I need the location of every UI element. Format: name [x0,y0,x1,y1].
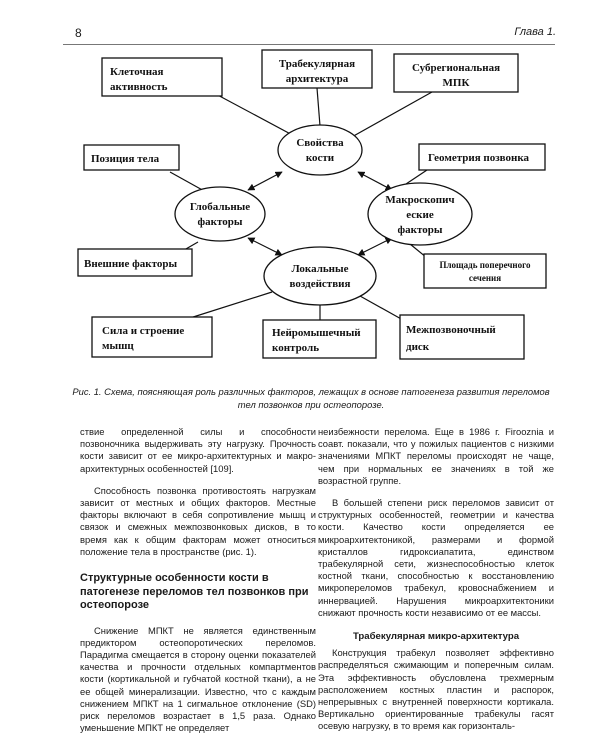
label-position: Позиция тела [91,153,160,165]
arrow-macro-local [358,238,392,255]
arrow-properties-macro [358,172,392,190]
line-cellular [212,92,298,138]
left-paragraph-3: Снижение МПКТ не является единственным предиктором остеопоротических переломов. Парадигма смещается в сторону оценки показателей качества и прочности отдельных компартментов кости (кортикальной и губчатой костной ткани), а не ее общей минерализации. Известно, что с каждым снижением МПКТ на 1 сигмальное отклонение (SD) риск переломов возрастает в 1,5 раза. Однако уменьшение МПКТ не определяет [80,624,316,734]
label-cross-section-2: сечения [468,273,502,283]
label-cellular-2: активность [110,81,168,93]
label-global-1: Глобальные [189,201,251,213]
section-heading: Структурные особенности кости в патогенезе переломов тел позвонков при остеопорозе [80,572,309,612]
label-cross-section-1: Площадь поперечного [439,260,531,270]
figure-caption: Рис. 1. Схема, поясняющая роль различных факторов, лежащих в основе патогенеза развития переломов тел позвонков при остеопорозе. [72,386,550,410]
left-column [80,426,316,734]
label-global-2: факторы [197,216,243,228]
label-properties-2: кости [305,152,335,164]
label-external: Внешние факторы [84,258,178,270]
label-local-2: воздействия [289,278,351,290]
label-cellular-1: Клеточная [110,66,164,78]
label-disc-2: диск [406,341,430,353]
label-muscle-1: Сила и строение [102,325,185,337]
left-paragraph-2: Способность позвонка противостоять нагрузкам зависит от местных и общих факторов. Местные факторы включают в себя сопротивление мышц и связок и смежных межпозвонковых дисков, в то время как к общим факторам может относиться положение тела в пространстве (рис. 1). [80,484,316,557]
page-number: 8 [75,26,82,40]
label-macro-1: Макроскопич [385,194,455,206]
label-macro-2: еские [406,209,434,221]
label-properties-1: Свойства [296,137,344,149]
right-paragraph-3: Конструкция трабекул позволяет эффективно распределяться сжимающим и поперечным силам. Эта эффективность обусловлена трехмерным расположением костных пластин и распорок, непрерывных с внутренней поверхности кортикала. Вертикально ориентированные трабекулы гасят осевую нагрузку, в то время как горизонталь- [318,647,554,732]
arrow-properties-global [248,172,282,190]
label-disc-1: Межпозвоночный [406,324,496,336]
right-paragraph-1: неизбежности перелома. Еще в 1986 г. Firooznia и соавт. показали, что у пожилых пациентов с низкими значениями МПКТ переломы происходят не чаще, чем при нормальных ее значениях в той же возрастной группе. [318,426,554,486]
line-muscle [190,292,272,318]
label-trabecular-1: Трабекулярная [278,58,356,70]
label-subregional-2: МПК [442,77,470,89]
label-neuromuscular-2: контроль [272,342,320,354]
label-geometry: Геометрия позвонка [428,152,530,164]
label-macro-3: факторы [397,224,443,236]
ellipse-local-effects [264,247,376,305]
label-trabecular-2: архитектура [285,73,349,85]
line-subregional [350,92,432,138]
subsection-heading: Трабекулярная микро-архитектура [352,631,520,643]
chapter-title: Глава 1. [514,26,556,38]
right-column [318,426,554,733]
right-paragraph-2: В большей степени риск переломов зависит от структурных особенностей, геометрии и качества кости. Качество кости определяется ее микроархитектоникой, размерами и формой кристаллов гидроксиапатита, единством трабекулярной сети, жизнеспособностью клеток костной ткани, способностью к восстановлению микропереломов трабекул, кровоснабжением и иннервацией. Нарушения микроархитектоники снижают прочность кости независимо от ее массы. [318,497,554,618]
label-subregional-1: Субрегиональная [411,62,501,74]
label-local-1: Локальные [291,263,349,275]
line-disc [360,296,403,320]
label-muscle-2: мышц [102,340,134,352]
ellipse-bone-properties [278,125,362,175]
left-paragraph-1: ствие определенной силы и способности позвоночника выдерживать эту нагрузку. Прочность кости зависит от ее микро-архитектурных и макро-архитектурных особенностей [109]. [80,426,316,474]
arrow-global-local [248,238,282,255]
label-neuromuscular-1: Нейромышечный [272,327,361,339]
line-trabecular [317,88,320,126]
ellipse-global-factors [175,187,265,241]
